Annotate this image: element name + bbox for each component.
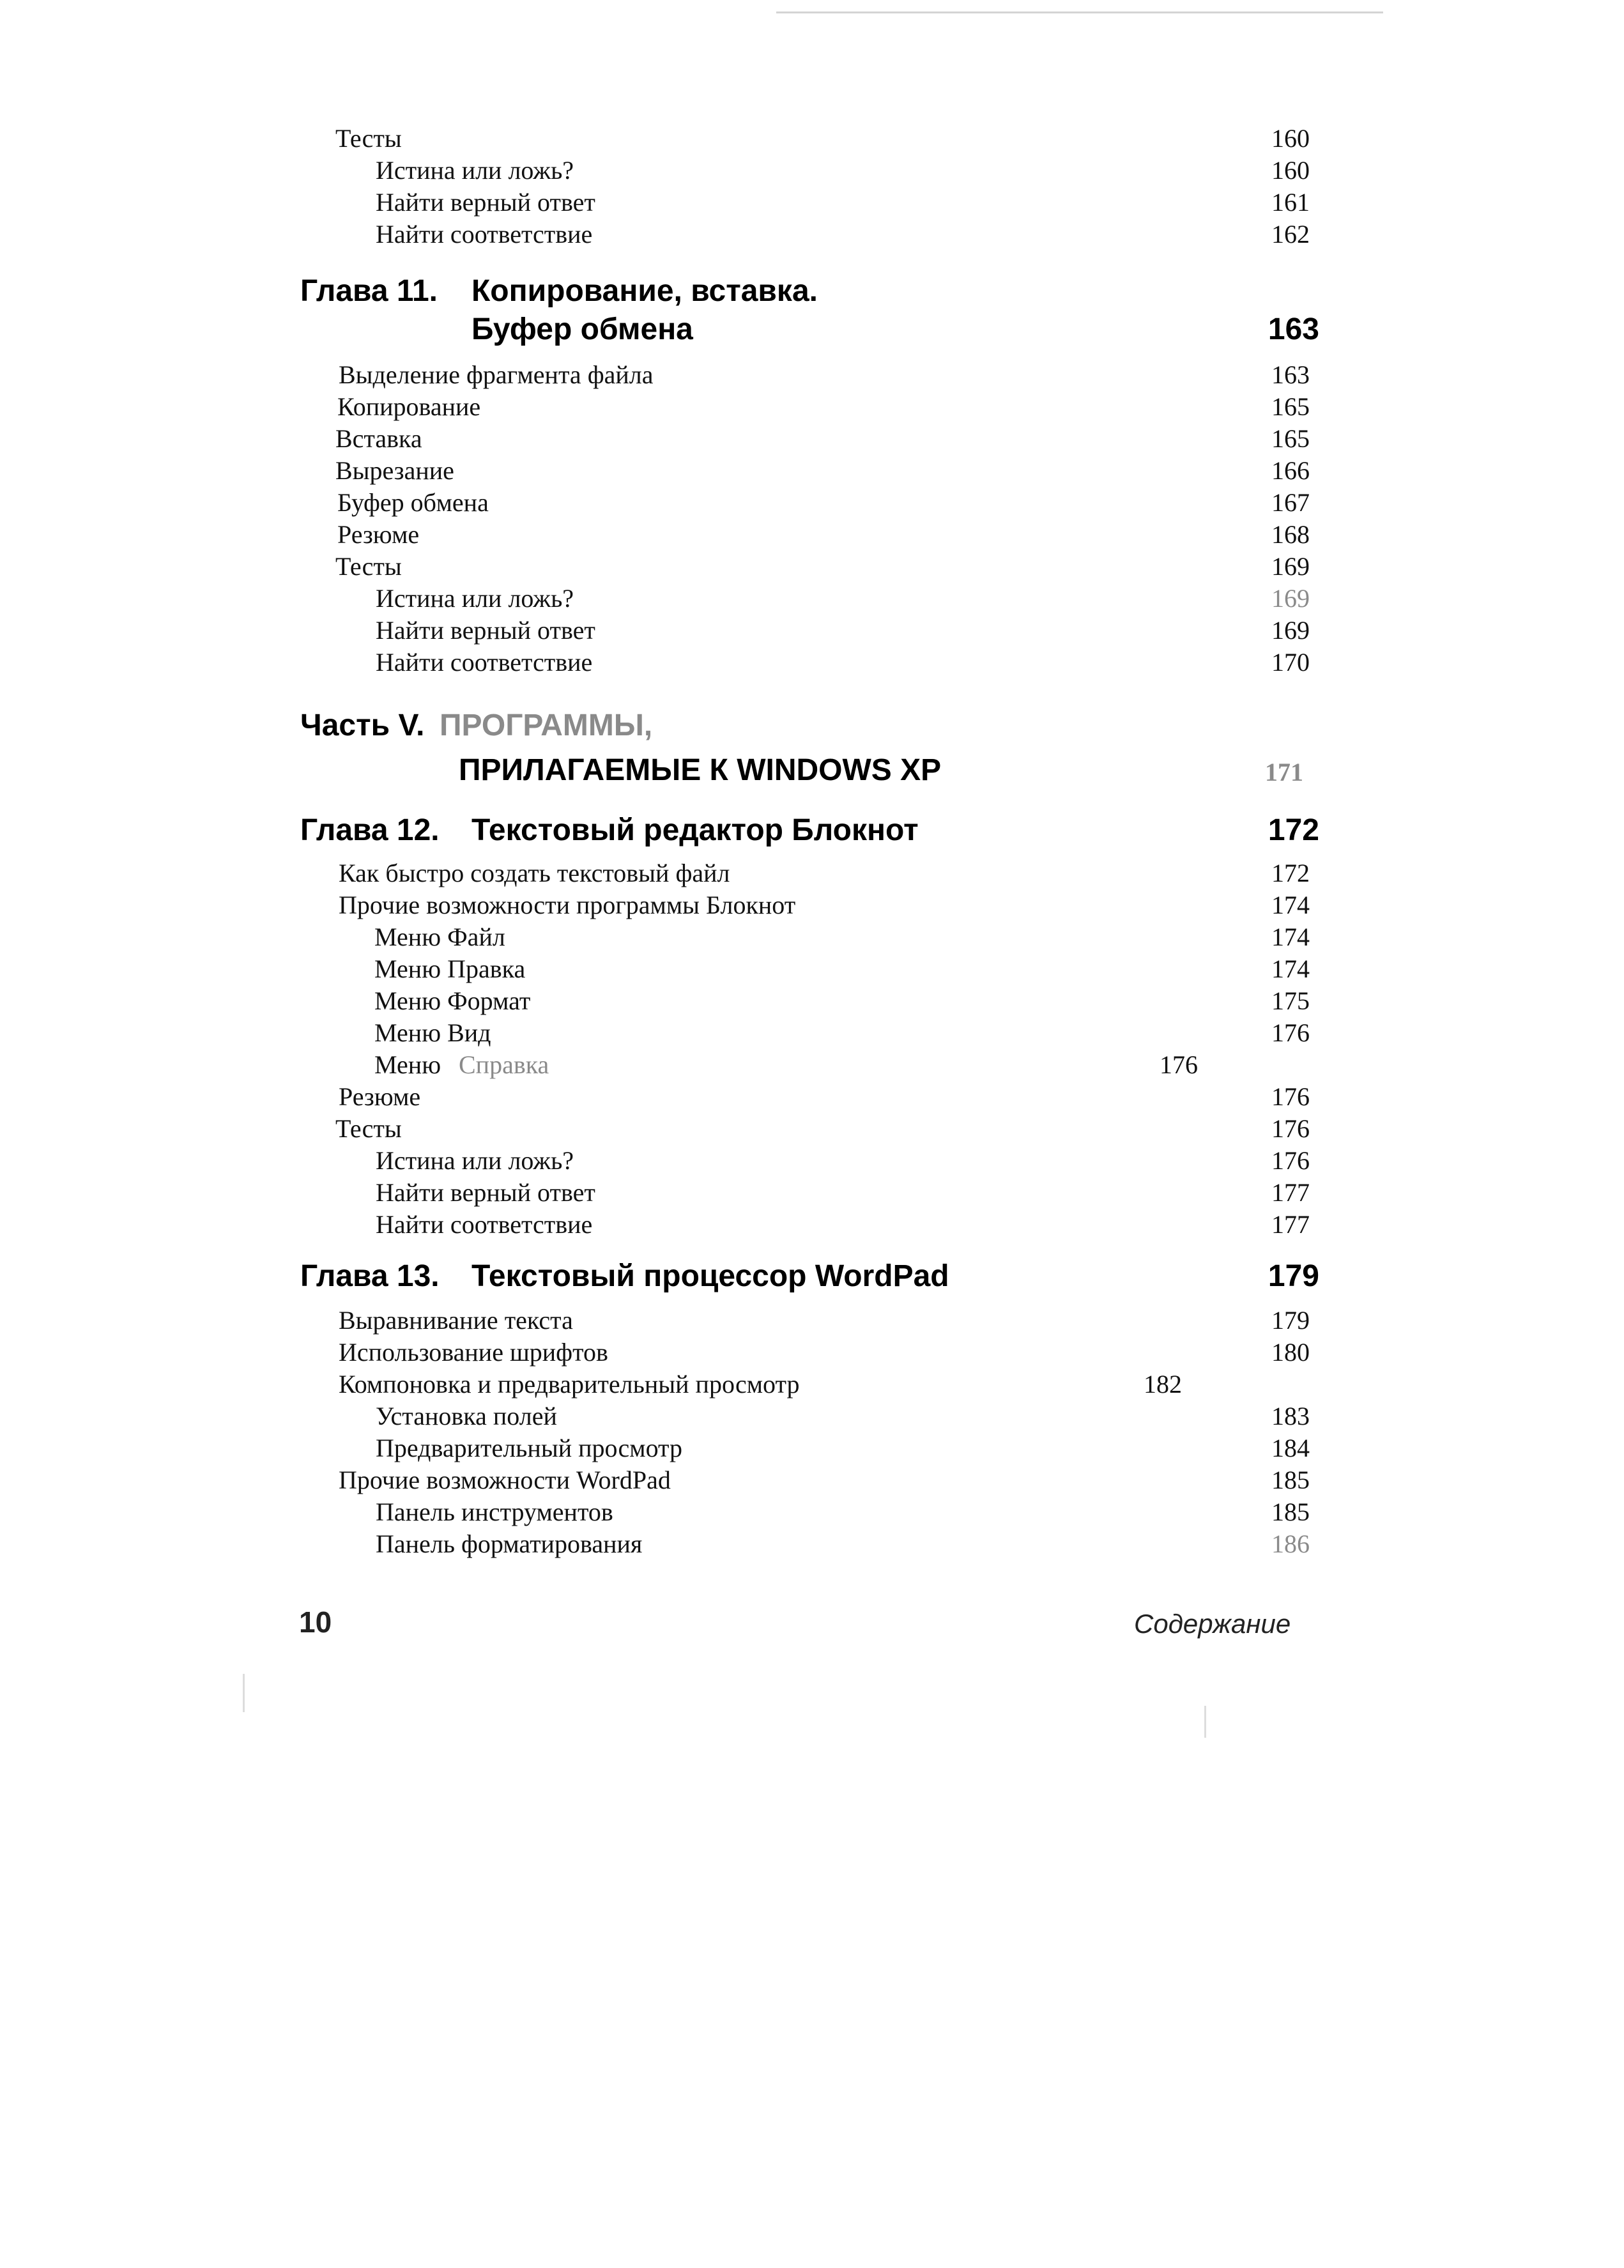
toc-entry-page: 174 bbox=[1271, 954, 1310, 983]
toc-entry bbox=[0, 1496, 1624, 1532]
toc-entry bbox=[0, 218, 1624, 254]
toc-entry-text: Найти соответствие bbox=[376, 220, 593, 249]
toc-entry-page: 169 bbox=[1271, 616, 1310, 645]
toc-entry-page: 174 bbox=[1271, 891, 1310, 919]
toc-entry bbox=[0, 857, 1624, 893]
toc-entry bbox=[0, 519, 1624, 555]
toc-entry-text: Резюме bbox=[339, 1082, 421, 1111]
chapter-page: 163 bbox=[1268, 312, 1319, 346]
toc-entry-text: Панель инструментов bbox=[376, 1498, 613, 1526]
toc-entry-page: 166 bbox=[1271, 456, 1310, 485]
toc-entry bbox=[0, 423, 1624, 459]
toc-entry-text: Истина или ложь? bbox=[376, 1146, 574, 1175]
toc-entry-page: 186 bbox=[1271, 1529, 1310, 1558]
toc-entry bbox=[0, 647, 1624, 682]
toc-entry-text: Тесты bbox=[335, 1114, 402, 1143]
toc-entry-page: 172 bbox=[1271, 859, 1310, 887]
part-title: ПРОГРАММЫ, bbox=[440, 709, 653, 742]
chapter-prefix: Глава 11. bbox=[300, 274, 438, 308]
toc-entry-text: Резюме bbox=[337, 520, 420, 549]
toc-entry-page: 169 bbox=[1271, 552, 1310, 581]
part-page: 171 bbox=[1265, 758, 1303, 786]
toc-entry-text: Найти верный ответ bbox=[376, 616, 595, 645]
chapter-page: 179 bbox=[1268, 1259, 1319, 1293]
chapter-prefix: Глава 12. bbox=[300, 813, 440, 847]
toc-entry-text: Тесты bbox=[335, 552, 402, 581]
toc-entry bbox=[0, 551, 1624, 586]
toc-entry bbox=[0, 123, 1624, 158]
toc-entry bbox=[0, 155, 1624, 190]
toc-entry-text: Установка полей bbox=[376, 1402, 557, 1430]
toc-entry bbox=[0, 1113, 1624, 1149]
toc-entry-text: Предварительный просмотр bbox=[376, 1434, 683, 1462]
toc-entry-page: 182 bbox=[1144, 1370, 1182, 1398]
toc-entry-text-faded: Справка bbox=[459, 1050, 549, 1079]
part-prefix: Часть V. bbox=[300, 709, 425, 742]
toc-entry bbox=[0, 1209, 1624, 1245]
toc-entry bbox=[0, 1368, 1624, 1404]
toc-entry-page: 185 bbox=[1271, 1498, 1310, 1526]
toc-entry-page: 162 bbox=[1271, 220, 1310, 249]
toc-entry-text: Тесты bbox=[335, 124, 402, 153]
toc-entry-text: Прочие возможности программы Блокнот bbox=[339, 891, 796, 919]
toc-entry-page: 175 bbox=[1271, 986, 1310, 1015]
scan-artifact-mark bbox=[1204, 1706, 1206, 1738]
toc-entry-text: Найти соответствие bbox=[376, 1210, 593, 1239]
toc-entry bbox=[0, 985, 1624, 1021]
toc-entry-page: 160 bbox=[1271, 156, 1310, 185]
toc-entry-text: Истина или ложь? bbox=[376, 156, 574, 185]
toc-entry-page: 177 bbox=[1271, 1210, 1310, 1239]
toc-entry-page: 176 bbox=[1271, 1146, 1310, 1175]
toc-entry-page: 174 bbox=[1271, 923, 1310, 951]
part-title-line2: ПРИЛАГАЕМЫЕ К WINDOWS XP bbox=[459, 753, 942, 787]
toc-entry bbox=[0, 487, 1624, 523]
running-footer-title: Содержание bbox=[1134, 1609, 1291, 1639]
chapter-title: Текстовый редактор Блокнот bbox=[471, 813, 919, 847]
toc-entry bbox=[0, 1432, 1624, 1468]
toc-entry bbox=[0, 1400, 1624, 1436]
chapter-title: Текстовый процессор WordPad bbox=[471, 1259, 949, 1293]
toc-entry-page: 179 bbox=[1271, 1306, 1310, 1335]
chapter-title: Копирование, вставка. bbox=[471, 274, 818, 308]
toc-entry bbox=[0, 1337, 1624, 1372]
toc-entry-text: Меню Правка bbox=[374, 954, 526, 983]
toc-entry-text: Панель форматирования bbox=[376, 1529, 643, 1558]
toc-entry bbox=[0, 187, 1624, 222]
scan-artifact-line bbox=[776, 11, 1383, 13]
toc-entry bbox=[0, 921, 1624, 957]
toc-entry-page: 168 bbox=[1271, 520, 1310, 549]
toc-entry-text: Использование шрифтов bbox=[339, 1338, 608, 1367]
toc-entry-page: 180 bbox=[1271, 1338, 1310, 1367]
toc-entry bbox=[0, 455, 1624, 491]
toc-entry-page: 163 bbox=[1271, 360, 1310, 389]
toc-entry-text: Вырезание bbox=[335, 456, 454, 485]
toc-entry-page: 176 bbox=[1160, 1050, 1198, 1079]
toc-entry-text: Меню Вид bbox=[374, 1018, 491, 1047]
toc-entry-page: 160 bbox=[1271, 124, 1310, 153]
toc-entry-page: 170 bbox=[1271, 648, 1310, 677]
toc-entry-page: 161 bbox=[1271, 188, 1310, 217]
toc-entry-text: Прочие возможности WordPad bbox=[339, 1466, 671, 1494]
toc-entry-page: 176 bbox=[1271, 1114, 1310, 1143]
chapter-prefix: Глава 13. bbox=[300, 1259, 440, 1293]
toc-entry bbox=[0, 391, 1624, 427]
toc-entry-text: Выделение фрагмента файла bbox=[339, 360, 654, 389]
toc-entry bbox=[0, 1049, 1624, 1085]
scan-artifact-mark bbox=[243, 1674, 245, 1712]
toc-entry bbox=[0, 1528, 1624, 1564]
toc-entry-page: 167 bbox=[1271, 488, 1310, 517]
toc-entry bbox=[0, 953, 1624, 989]
toc-entry-text: Как быстро создать текстовый файл bbox=[339, 859, 730, 887]
toc-entry bbox=[0, 1081, 1624, 1117]
toc-entry-text: Компоновка и предварительный просмотр bbox=[339, 1370, 800, 1398]
toc-entry-text: Выравнивание текста bbox=[339, 1306, 573, 1335]
toc-entry bbox=[0, 359, 1624, 395]
toc-entry-page: 165 bbox=[1271, 424, 1310, 453]
toc-entry-text: Найти верный ответ bbox=[376, 1178, 595, 1207]
toc-entry-page: 165 bbox=[1271, 392, 1310, 421]
toc-entry bbox=[0, 1177, 1624, 1213]
toc-entry-page: 183 bbox=[1271, 1402, 1310, 1430]
toc-entry-text: Найти соответствие bbox=[376, 648, 593, 677]
toc-entry-text: Меню bbox=[374, 1050, 441, 1079]
toc-entry-text: Истина или ложь? bbox=[376, 584, 574, 613]
toc-entry-page: 169 bbox=[1271, 584, 1310, 613]
toc-entry-page: 184 bbox=[1271, 1434, 1310, 1462]
page-number: 10 bbox=[299, 1605, 332, 1639]
toc-entry-text: Вставка bbox=[335, 424, 422, 453]
toc-entry-text: Меню Файл bbox=[374, 923, 505, 951]
chapter-page: 172 bbox=[1268, 813, 1319, 847]
toc-entry-text: Копирование bbox=[337, 392, 481, 421]
toc-entry-text: Меню Формат bbox=[374, 986, 531, 1015]
toc-entry bbox=[0, 1464, 1624, 1500]
toc-entry-page: 177 bbox=[1271, 1178, 1310, 1207]
toc-entry bbox=[0, 889, 1624, 925]
toc-entry bbox=[0, 615, 1624, 650]
toc-entry-text: Буфер обмена bbox=[337, 488, 489, 517]
toc-entry bbox=[0, 1305, 1624, 1340]
toc-entry bbox=[0, 1017, 1624, 1053]
toc-entry-page: 176 bbox=[1271, 1018, 1310, 1047]
toc-entry-page: 176 bbox=[1271, 1082, 1310, 1111]
chapter-title-line2: Буфер обмена bbox=[471, 312, 693, 346]
toc-entry bbox=[0, 1145, 1624, 1181]
toc-entry-text: Найти верный ответ bbox=[376, 188, 595, 217]
toc-entry-page: 185 bbox=[1271, 1466, 1310, 1494]
toc-entry bbox=[0, 583, 1624, 618]
